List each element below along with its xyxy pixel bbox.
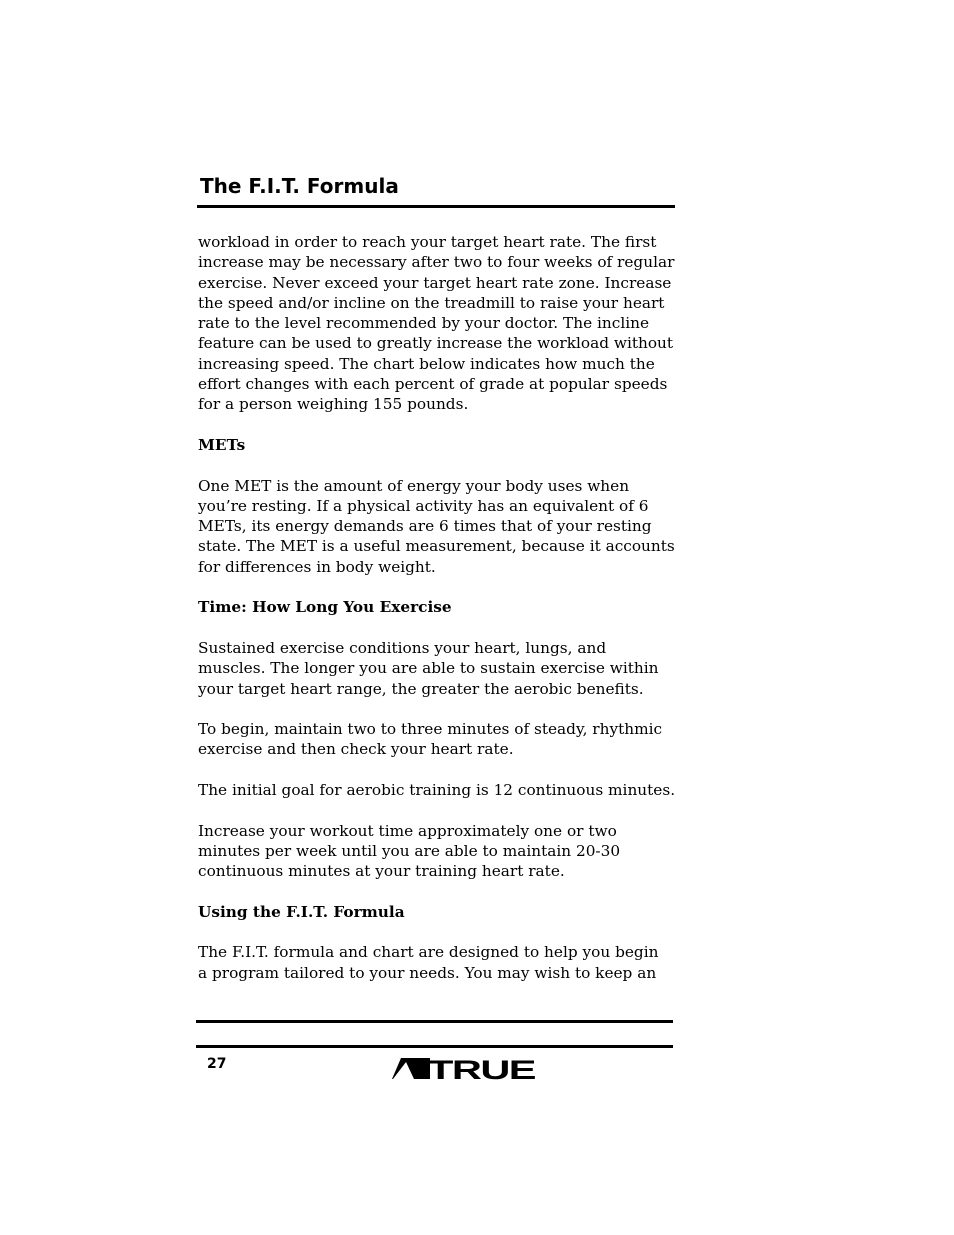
- text-line: you’re resting. If a physical activity has an equivalent of 6: [198, 496, 649, 515]
- page-title: The F.I.T. Formula: [200, 174, 399, 198]
- text-line: feature can be used to greatly increase the workload without: [198, 334, 674, 353]
- time-paragraph-2: [198, 719, 674, 760]
- text-line: state. The MET is a useful measurement, because it accounts: [198, 537, 675, 556]
- text-line: the speed and/or incline on the treadmill to raise your heart: [198, 293, 665, 312]
- text-line: One MET is the amount of energy your body uses when: [198, 476, 630, 495]
- footer-rule-upper: [196, 1020, 673, 1023]
- time-paragraph-1: [198, 638, 674, 699]
- text-line: for differences in body weight.: [198, 557, 436, 576]
- text-line: workload in order to reach your target heart rate. The first: [198, 233, 657, 251]
- logo-wordmark: TRUE: [428, 1056, 535, 1080]
- time-paragraph-3: [198, 780, 674, 800]
- text-line: exercise. Never exceed your target heart rate zone. Increase: [198, 273, 672, 292]
- text-line: a program tailored to your needs. You may wish to keep an: [198, 963, 657, 982]
- time-heading: Time: How Long You Exercise: [198, 598, 452, 617]
- text-line: for a person weighing 155 pounds.: [198, 395, 469, 414]
- text-line: increasing speed. The chart below indicates how much the: [198, 354, 655, 373]
- text-line: muscles. The longer you are able to sustain exercise within: [198, 659, 659, 678]
- text-line: Increase your workout time approximately one or two: [198, 821, 617, 840]
- body-text: [198, 232, 674, 1003]
- using-heading: Using the F.I.T. Formula: [198, 902, 405, 921]
- text-line: your target heart range, the greater the aerobic benefits.: [198, 679, 644, 698]
- true-logo-icon: [389, 1056, 537, 1080]
- footer-rule-lower: [196, 1045, 673, 1048]
- mets-paragraph: [198, 476, 674, 577]
- text-line: minutes per week until you are able to maintain 20-30: [198, 841, 621, 860]
- using-paragraph: [198, 942, 674, 983]
- text-line: continuous minutes at your training heart rate.: [198, 862, 565, 881]
- text-line: The initial goal for aerobic training is 12 continuous minutes.: [198, 781, 676, 800]
- time-paragraph-4: [198, 821, 674, 882]
- header-rule: [197, 205, 675, 208]
- intro-paragraph: [198, 232, 674, 415]
- text-line: rate to the level recommended by your doctor. The incline: [198, 314, 650, 333]
- text-line: increase may be necessary after two to four weeks of regular: [198, 253, 675, 272]
- page-number: 27: [207, 1056, 227, 1072]
- text-line: effort changes with each percent of grade at popular speeds: [198, 375, 668, 394]
- text-line: To begin, maintain two to three minutes of steady, rhythmic: [198, 720, 663, 739]
- text-line: Sustained exercise conditions your heart, lungs, and: [198, 638, 607, 657]
- mets-heading: METs: [198, 435, 246, 454]
- text-line: METs, its energy demands are 6 times that of your resting: [198, 517, 652, 536]
- text-line: The F.I.T. formula and chart are designed to help you begin: [198, 943, 659, 962]
- text-line: exercise and then check your heart rate.: [198, 740, 514, 759]
- true-logo: [389, 1056, 537, 1080]
